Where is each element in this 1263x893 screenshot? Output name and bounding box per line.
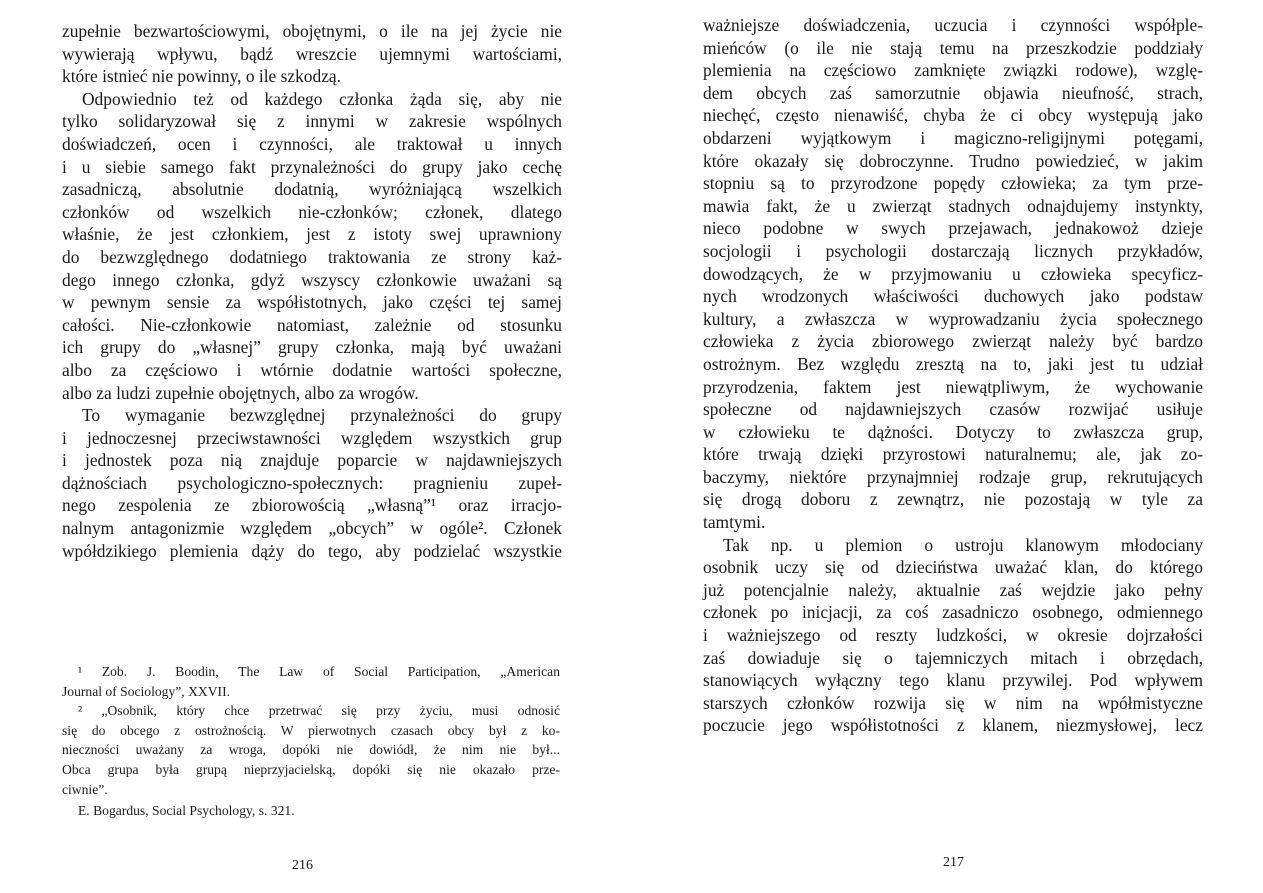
text-line: w pewnym sensie za współistotnych, jako części tej samej	[62, 292, 562, 313]
text-line: i u siebie samego fakt przynależności do grupy jako cechę	[62, 156, 562, 177]
text-line: Tak np. u plemion o ustroju klanowym młodociany	[723, 534, 1203, 555]
text-line: już potencjalnie należy, aktualnie zaś wejdzie jako pełny	[703, 579, 1203, 600]
text-line: ważniejsze doświadczenia, uczucia i czynności współple-	[703, 15, 1203, 35]
text-line: w człowieku te dążności. Dotyczy to zwłaszcza grup,	[703, 421, 1203, 442]
text-line: tylko solidaryzował się z innymi w zakresie wspólnych	[62, 111, 562, 132]
text-line: właśnie, że jest członkiem, jest z istoty swej uprawniony	[62, 224, 562, 245]
text-line: ich grupy do „własnej” grupy członka, mają być uważani	[62, 337, 562, 358]
text-line: mieńców (o ile nie stają temu na przeszkodzie poddziały	[703, 37, 1203, 58]
text-line: wywierają wpływu, bądź wreszcie ujemnymi wartościami,	[62, 43, 562, 64]
text-line: albo za ludzi zupełnie obojętnych, albo za wrogów.	[62, 382, 419, 403]
text-line: społeczne od najdawniejszych czasów rozwijać usiłuje	[703, 399, 1203, 420]
text-line: doświadczeń, ocen i czynności, ale traktował u innych	[62, 133, 562, 154]
footnote-line: się do obcego z ostrożnością. W pierwotnych czasach obcy był z ko-	[62, 722, 560, 738]
page-number: 217	[943, 855, 964, 870]
footnotes	[62, 662, 560, 821]
text-line: zasadniczą, absolutnie dodatnią, wyróżniającą wszelkich	[62, 179, 562, 200]
footnote-source: E. Bogardus, Social Psychology, s. 321.	[78, 803, 295, 819]
text-line: nalnym antagonizmie względem „obcych” w ogóle². Członek	[62, 518, 562, 539]
text-line: plemienia na częściowo zamknięte związki rodowe), wzglę-	[703, 60, 1203, 81]
text-line: obdarzeni wyjątkowym i magiczno-religijnymi potęgami,	[703, 127, 1203, 148]
text-line: Odpowiednio też od każdego członka żąda się, aby nie	[82, 88, 562, 109]
text-line: kultury, a zwłaszcza w wyprowadzaniu życia społecznego	[703, 308, 1203, 329]
text-line: To wymaganie bezwzględnej przynależności do grupy	[82, 405, 562, 426]
footnote-line: ¹ Zob. J. Boodin, The Law of Social Participation, „American	[78, 664, 560, 679]
text-line: przyrodzenia, faktem jest niewątpliwym, że wychowanie	[703, 376, 1203, 397]
footnote-line: ciwnie”.	[62, 781, 108, 797]
left-page	[0, 0, 620, 893]
text-line: poczucie jego współistotności z klanem, niezmysłowej, lecz	[703, 715, 1203, 736]
text-line: osobnik uczy się od dzieciństwa uważać klan, do którego	[703, 557, 1203, 578]
text-line: baczymy, niektóre przynajmniej rodzaje grup, rekrutujących	[703, 466, 1203, 487]
footnote-line: Obca grupa była grupą nieprzyjacielską, dopóki się nie okazało prze-	[62, 761, 560, 777]
text-line: dążnościach psychologiczno-społecznych: pragnieniu zupeł-	[62, 472, 562, 493]
text-line: które istnieć nie powinny, o ile szkodzą.	[62, 66, 341, 87]
text-line: człowieka z życia zbiorowego zwierząt należy być bardzo	[703, 331, 1203, 352]
text-line: albo za częściowo i wtórnie dodatnie wartości społeczne,	[62, 359, 562, 380]
text-line: nego zespolenia ze zbiorowością „własną”¹ oraz irracjo-	[62, 495, 562, 516]
text-line: dowodzących, że w przyjmowaniu u człowieka specyficz-	[703, 263, 1203, 284]
text-line: nieco podobne w swych przejawach, jednakowoż dzieje	[703, 218, 1203, 239]
left-page-body	[62, 20, 562, 562]
text-line: które trwają dzięki przyrostowi naturalnemu; ale, jak zo-	[703, 444, 1203, 465]
text-line: ostrożnym. Bez względu zresztą na to, jaki jest tu udział	[703, 353, 1203, 374]
text-line: nych wrodzonych właściwości duchowych jako podstaw	[703, 286, 1203, 307]
text-line: członek po inicjacji, za coś zasadniczo osobnego, odmiennego	[703, 602, 1203, 623]
text-line: tamtymi.	[703, 512, 766, 533]
text-line: mawia fakt, że u zwierząt stadnych odnajdujemy instynkty,	[703, 195, 1203, 216]
text-line: członków od wszelkich nie-członków; członek, dlatego	[62, 201, 562, 222]
text-line: i jednoczesnej przeciwstawności względem wszystkich grup	[62, 427, 562, 448]
text-line: starszych członków rozwija się w nim na wpółmistyczne	[703, 692, 1203, 713]
text-line: które okazały się dobroczynne. Trudno powiedzieć, w jakim	[703, 150, 1203, 171]
text-line: zaś dowiaduje się o tajemniczych mitach i obrzędach,	[703, 647, 1203, 668]
text-line: stopniu są to przyrodzone popędy człowieka; za tym prze-	[703, 173, 1203, 194]
text-line: całości. Nie-członkowie natomiast, zależnie od stosunku	[62, 314, 562, 335]
text-line: i jednostek poza nią znajduje poparcie w najdawniejszych	[62, 450, 562, 471]
text-line: zupełnie bezwartościowymi, obojętnymi, o ile na jej życie nie	[62, 21, 562, 41]
text-line: niechęć, często nienawiść, chyba że ci obcy występują jako	[703, 105, 1203, 126]
text-line: dem obcych zaś samorzutnie objawia nieufność, strach,	[703, 82, 1203, 103]
text-line: do bezwzględnego dodatniego traktowania ze strony każ-	[62, 246, 562, 267]
text-line: i ważniejszego od reszty ludzkości, w okresie dojrzałości	[703, 625, 1203, 646]
footnote-line: nieczności uważany za wroga, dopóki nie dowiódł, że nim nie był...	[62, 742, 560, 758]
right-page	[640, 0, 1263, 893]
text-line: dego innego członka, gdyż wszyscy członkowie uważani są	[62, 269, 562, 290]
page-number: 216	[292, 858, 313, 873]
footnote-line: Journal of Sociology”, XXVII.	[62, 683, 231, 699]
text-line: socjologii i psychologii dostarczają licznych przykładów,	[703, 240, 1203, 261]
text-line: stanowiących wyłączny tego klanu przywilej. Pod wpływem	[703, 670, 1203, 691]
right-page-body	[703, 14, 1203, 737]
footnote-line: ² „Osobnik, który chce przetrwać się przy życiu, musi odnosić	[78, 703, 560, 719]
text-line: wpółdzikiego plemienia dąży do tego, aby podzielać wszystkie	[62, 540, 562, 561]
text-line: się drogą doboru z zewnątrz, nie pozostają w tyle za	[703, 489, 1203, 510]
